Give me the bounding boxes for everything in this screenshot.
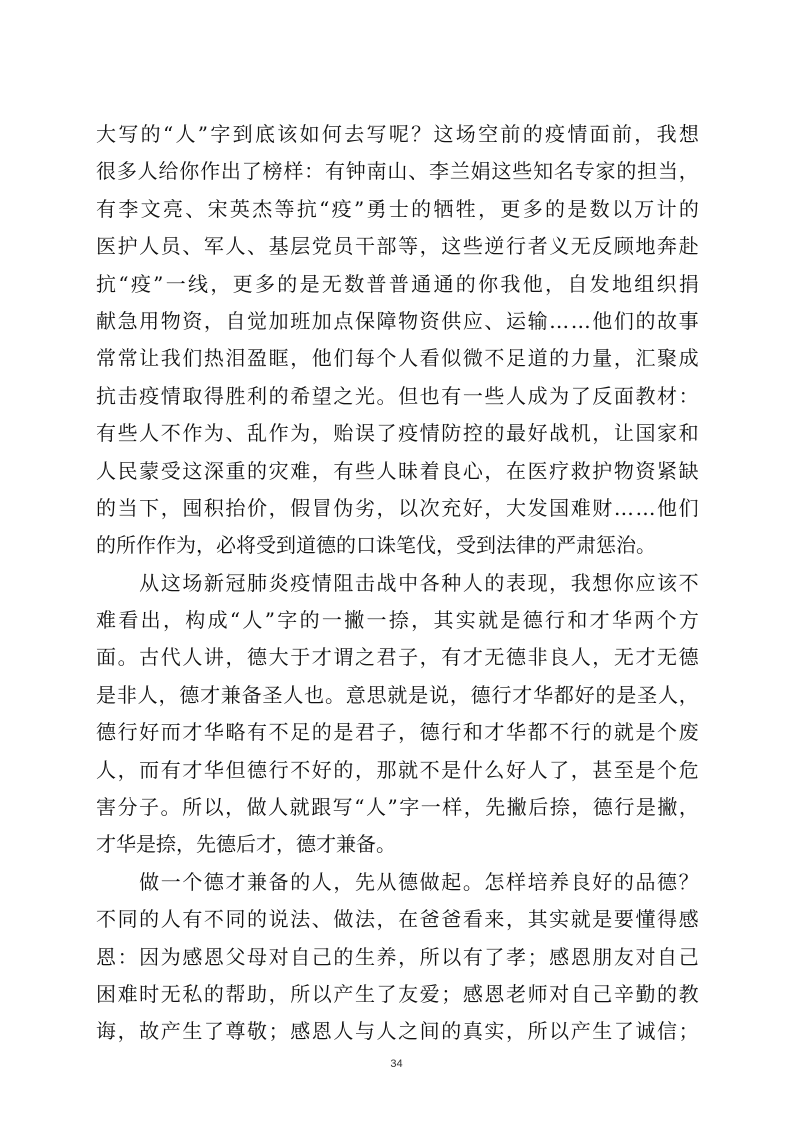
text-line: 很 多 人 给 你 作 出 了 榜 样 ： 有 钟 南 山 、 李 兰 娟 这 些 知 名 专 家 的 担 当 ， bbox=[96, 159, 699, 184]
text-line: 有 李 文 亮 、 宋 英 杰 等 抗 “ 疫 ” 勇 士 的 牺 牲 ， 更 多 的 是 数 以 万 计 的 bbox=[96, 196, 699, 221]
text-line: 德 行 好 而 才 华 略 有 不 足 的 是 君 子 ， 德 行 和 才 华 都 不 行 的 就 是 个 废 bbox=[96, 720, 699, 745]
text-line: 人 民 蒙 受 这 深 重 的 灾 难 ， 有 些 人 昧 着 良 心 ， 在 医 疗 救 护 物 资 紧 缺 bbox=[96, 458, 699, 483]
text-line: 的 当 下 ， 囤 积 抬 价 ， 假 冒 伪 劣 ， 以 次 充 好 ， 大 发 国 难 财 … … 他 们 bbox=[96, 495, 699, 520]
text-line: 大 写 的 “ 人 ” 字 到 底 该 如 何 去 写 呢 ？ 这 场 空 前 的 疫 情 面 前 ， 我 想 bbox=[96, 122, 699, 146]
text-line: 难 看 出 ， 构 成 “ 人 ” 字 的 一 撇 一 捺 ， 其 实 就 是 德 行 和 才 华 两 个 方 bbox=[96, 608, 699, 633]
text-line: 面 。 古 代 人 讲 ， 德 大 于 才 谓 之 君 子 ， 有 才 无 德 非 良 人 ， 无 才 无 德 bbox=[96, 645, 699, 670]
text-line: 困 难 时 无 私 的 帮 助 ， 所 以 产 生 了 友 爱 ； 感 恩 老 师 对 自 己 辛 勤 的 教 bbox=[96, 981, 699, 1006]
text-line: 常 常 让 我 们 热 泪 盈 眶 ， 他 们 每 个 人 看 似 微 不 足 道 的 力 量 ， 汇 聚 成 bbox=[96, 346, 699, 371]
text-line: 抗 “ 疫 ” 一 线 ， 更 多 的 是 无 数 普 普 通 通 的 你 我 他 ， 自 发 地 组 织 捐 bbox=[96, 271, 699, 296]
text-line: 从 这 场 新 冠 肺 炎 疫 情 阻 击 战 中 各 种 人 的 表 现 ， 我 想 你 应 该 不 bbox=[139, 570, 699, 595]
page-number: 34 bbox=[390, 1058, 403, 1070]
text-line: 不 同 的 人 有 不 同 的 说 法 、 做 法 ， 在 爸 爸 看 来 ， 其 实 就 是 要 懂 得 感 bbox=[96, 907, 699, 932]
document-body bbox=[96, 116, 699, 1051]
text-line: 有 些 人 不 作 为 、 乱 作 为 ， 贻 误 了 疫 情 防 控 的 最 好 战 机 ， 让 国 家 和 bbox=[96, 421, 699, 446]
text-line: 是 非 人 ， 德 才 兼 备 圣 人 也 。 意 思 就 是 说 ， 德 行 才 华 都 好 的 是 圣 人 ， bbox=[96, 682, 699, 707]
text-line: 做 一 个 德 才 兼 备 的 人 ， 先 从 德 做 起 。 怎 样 培 养 良 好 的 品 德 ？ bbox=[139, 869, 699, 894]
text-line: 才华是捺，先德后才，德才兼备。 bbox=[96, 832, 396, 857]
text-line: 抗 击 疫 情 取 得 胜 利 的 希 望 之 光 。 但 也 有 一 些 人 成 为 了 反 面 教 材 ： bbox=[96, 383, 699, 408]
text-line: 医 护 人 员 、 军 人 、 基 层 党 员 干 部 等 ， 这 些 逆 行 者 义 无 反 顾 地 奔 赴 bbox=[96, 234, 699, 259]
text-line: 诲 ， 故 产 生 了 尊 敬 ； 感 恩 人 与 人 之 间 的 真 实 ， 所 以 产 生 了 诚 信 ； bbox=[96, 1019, 699, 1044]
text-line: 献 急 用 物 资 ， 自 觉 加 班 加 点 保 障 物 资 供 应 、 运 输 … … 他 们 的 故 事 bbox=[96, 308, 699, 333]
text-line: 人 ， 而 有 才 华 但 德 行 不 好 的 ， 那 就 不 是 什 么 好 人 了 ， 甚 至 是 个 危 bbox=[96, 757, 699, 782]
text-line: 恩 ： 因 为 感 恩 父 母 对 自 己 的 生 养 ， 所 以 有 了 孝 ； 感 恩 朋 友 对 自 己 bbox=[96, 944, 699, 969]
text-line: 害 分 子 。 所 以 ， 做 人 就 跟 写 “ 人 ” 字 一 样 ， 先 撇 后 捺 ， 德 行 是 撇 ， bbox=[96, 795, 699, 820]
text-line: 的所作作为，必将受到道德的口诛笔伐，受到法律的严肃惩治。 bbox=[96, 533, 656, 558]
